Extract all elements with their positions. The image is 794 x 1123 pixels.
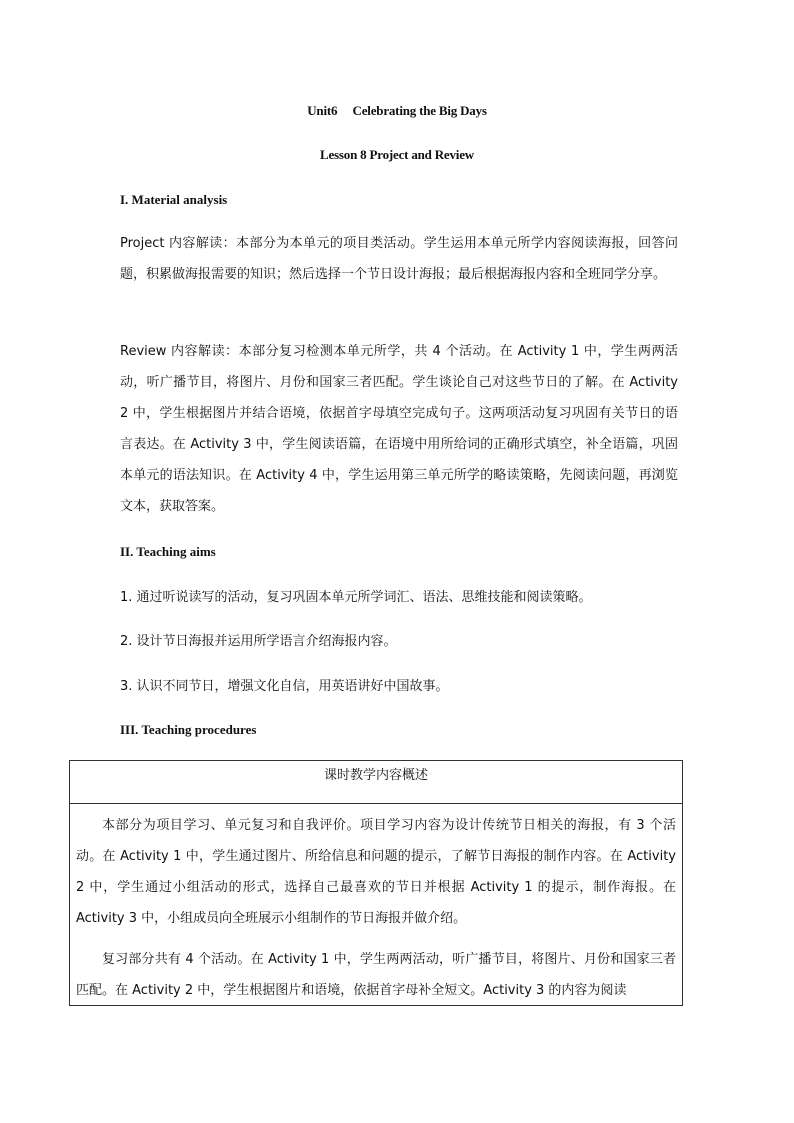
section-heading-material-analysis: I. Material analysis	[120, 192, 228, 207]
project-analysis-paragraph: Project 内容解读：本部分为本单元的项目类活动。学生运用本单元所学内容阅读海报，回答问题，积累做海报需要的知识；然后选择一个节日设计海报；最后根据海报内容和全班同学分享。	[120, 236, 678, 282]
teaching-aim-item: 3. 认识不同节日，增强文化自信，用英语讲好中国故事。	[120, 679, 449, 694]
teaching-aim-item: 2. 设计节日海报并运用所学语言介绍海报内容。	[120, 634, 397, 649]
document-subtitle: Lesson 8 Project and Review	[320, 147, 474, 162]
table-paragraph-project: 本部分为项目学习、单元复习和自我评价。项目学习内容为设计传统节日相关的海报，有 3 个活动。在 Activity 1 中，学生通过图片、所给信息和问题的提示，了解节日海报的制作内容。在 Activity 2 中，学生通过小组活动的形式，选择自己最喜欢的节日并根据 Activity 1 的提示，制作海报。在 Activity 3 中，小组成员向全班展示小组制作的节日海报并做介绍。	[76, 818, 676, 926]
lesson-overview-table	[69, 760, 683, 1006]
section-heading-teaching-procedures: III. Teaching procedures	[120, 722, 257, 737]
document-title: Unit6 Celebrating the Big Days	[307, 103, 487, 118]
table-content-cell	[70, 810, 682, 1006]
table-header-cell: 课时教学内容概述	[70, 761, 682, 804]
teaching-aim-item: 1. 通过听说读写的活动，复习巩固本单元所学词汇、语法、思维技能和阅读策略。	[120, 590, 592, 605]
table-paragraph-review: 复习部分共有 4 个活动。在 Activity 1 中，学生两两活动，听广播节目，将图片、月份和国家三者匹配。在 Activity 2 中，学生根据图片和语境，依据首字母补全短文。Activity 3 的内容为阅读	[76, 952, 676, 998]
review-analysis-paragraph: Review 内容解读：本部分复习检测本单元所学，共 4 个活动。在 Activity 1 中，学生两两活动，听广播节目，将图片、月份和国家三者匹配。学生谈论自己对这些节日的了解。在 Activity 2 中，学生根据图片并结合语境，依据首字母填空完成句子。这两项活动复习巩固有关节日的语言表达。在 Activity 3 中，学生阅读语篇，在语境中用所给词的正确形式填空，补全语篇，巩固本单元的语法知识。在 Activity 4 中，学生运用第三单元所学的略读策略，先阅读问题，再浏览文本，获取答案。	[120, 344, 678, 514]
section-heading-teaching-aims: II. Teaching aims	[120, 544, 216, 559]
